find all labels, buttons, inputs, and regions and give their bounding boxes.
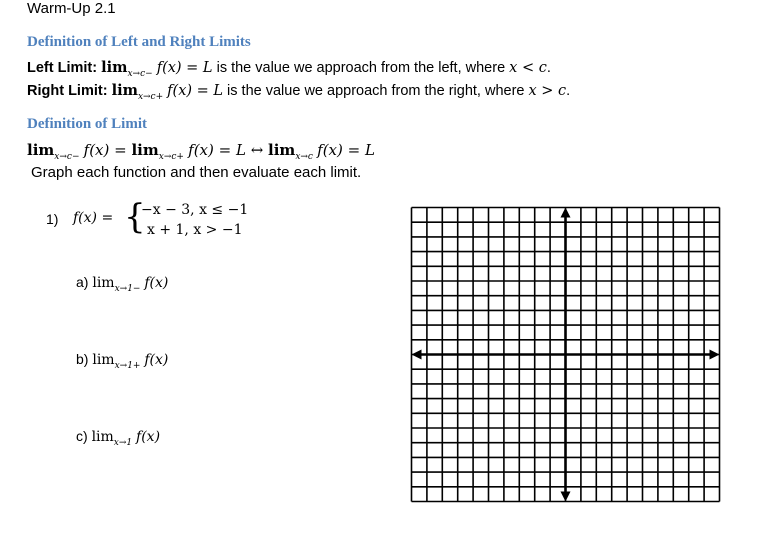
- piecewise-case-2: x + 1, x > −1: [147, 222, 243, 238]
- x-axis-right-arrow-icon: [710, 350, 720, 360]
- limit-expression: f(x): [136, 429, 161, 445]
- lim-symbol: lim: [92, 275, 115, 291]
- limit-expression: f(x) = L: [317, 141, 375, 159]
- period: .: [566, 83, 571, 99]
- limit-expression: f(x) = L ↔: [188, 141, 269, 159]
- condition: x < c: [509, 60, 547, 76]
- lim-symbol: lim: [268, 141, 296, 159]
- period: .: [546, 60, 551, 76]
- piecewise-case-1: −x − 3, x ≤ −1: [141, 202, 249, 218]
- page-title: Warm-Up 2.1: [27, 0, 116, 17]
- limit-subscript: x→1−: [114, 284, 141, 294]
- limit-definition-heading: Definition of Limit: [27, 116, 147, 132]
- right-limit-definition: [27, 82, 570, 102]
- limit-expression: f(x): [144, 352, 169, 368]
- question-a: [76, 274, 168, 294]
- lim-symbol: lim: [92, 352, 115, 368]
- limit-expression: f(x) = L: [156, 60, 213, 76]
- question-c: [76, 428, 160, 448]
- question-b: [76, 351, 168, 371]
- lim-symbol: lim: [27, 141, 55, 159]
- y-axis-up-arrow-icon: [561, 208, 571, 218]
- y-axis-down-arrow-icon: [561, 492, 571, 502]
- limit-subscript: x→c−: [54, 152, 80, 162]
- definition-text: is the value we approach from the left, where: [212, 60, 510, 76]
- condition: x > c: [528, 83, 567, 99]
- limit-expression: f(x) = L: [167, 83, 224, 99]
- limit-expression: f(x): [144, 275, 169, 291]
- question-label: b): [76, 351, 89, 367]
- piecewise-brace: {: [124, 197, 146, 237]
- lim-symbol: lim: [101, 59, 128, 76]
- limit-subscript: x→c+: [158, 152, 184, 162]
- function-name: f(x) =: [73, 210, 114, 226]
- left-limit-definition: [27, 59, 551, 79]
- x-axis-left-arrow-icon: [412, 350, 422, 360]
- problem-number: 1): [46, 211, 59, 227]
- question-label: c): [76, 428, 88, 444]
- question-label: a): [76, 274, 89, 290]
- limit-subscript: x→1: [113, 438, 133, 448]
- lim-symbol: lim: [91, 429, 114, 445]
- limit-subscript: x→c−: [127, 69, 153, 79]
- lim-symbol: lim: [131, 141, 159, 159]
- instruction-text: Graph each function and then evaluate each limit.: [31, 164, 362, 181]
- definition-text: is the value we approach from the right, where: [223, 83, 529, 99]
- limit-subscript: x→1+: [114, 361, 141, 371]
- limit-definition: [27, 141, 375, 162]
- coordinate-grid[interactable]: [410, 206, 721, 503]
- coordinate-grid-svg[interactable]: [410, 206, 721, 503]
- limit-subscript: x→c: [295, 152, 313, 162]
- lim-symbol: lim: [111, 82, 138, 99]
- limit-expression: f(x) =: [83, 141, 132, 159]
- left-right-definition-heading: Definition of Left and Right Limits: [27, 34, 251, 50]
- limit-subscript: x→c+: [137, 92, 164, 102]
- left-limit-label: Left Limit:: [27, 60, 98, 76]
- right-limit-label: Right Limit:: [27, 83, 108, 99]
